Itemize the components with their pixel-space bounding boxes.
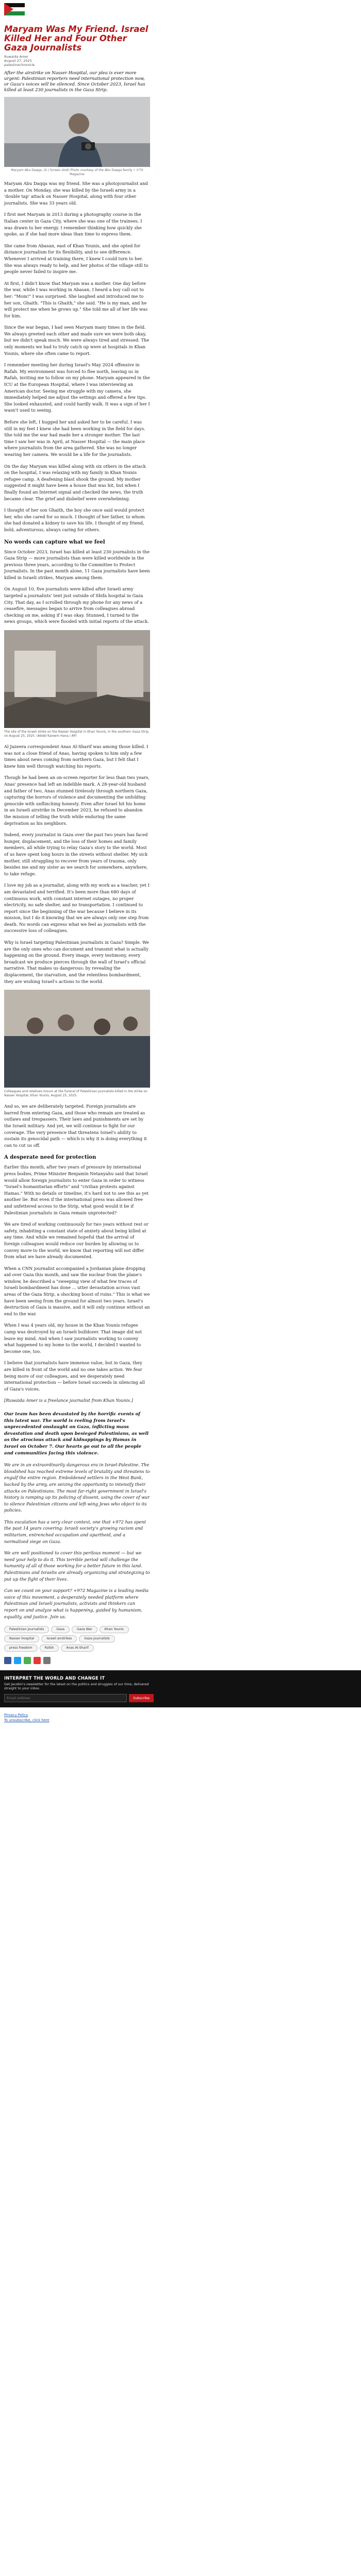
author-note: [Ruwaida Amer is a freelance journalist from Khan Younis.] <box>4 1398 133 1403</box>
paragraph: She came from Abasan, east of Khan Younis, and she opted for distance journalism for its flexibility, and to see difference. Whenever I arrived at training there, I knew I could turn to her. She was always ready to help, and her photos of the village still to people never failed to inspire me. <box>4 243 149 275</box>
tag[interactable]: Khan Younis <box>100 1626 129 1633</box>
paragraph: We are tired of working continuously for two years without rest or safety, inhabiting a constant state of anxiety about being killed at any time. And while we remained hopeful that the arrival of foreign colleagues would reduce our burden by allowing us to convey more to the world, we know that reporting will not differ from what we have already documented. <box>4 1222 149 1260</box>
paragraph: I first met Maryam in 2013 during a photography course in the Italian center in Gaza City, where she was one of the trainees. I was drawn to her energy. I remember thinking how quickly she spoke, as if she had more ideas than time to express them. <box>4 212 142 237</box>
support-paragraph: This escalation has a very clear context, one that +972 has spent the past 14 years covering: Israeli society's growing racism and militarism, entrenched occupation and apartheid, and a normalized siege on Gaza. <box>4 1519 146 1544</box>
twitter-share-icon[interactable] <box>14 1657 21 1664</box>
inline-caption: The site of the Israeli strike on the Nasser Hospital in Khan Younis, in the southern Gaza Strip, on August 25, 2025. (Abdel Kareem Hana / AP) <box>4 730 150 738</box>
tag[interactable]: press freedom <box>4 1645 38 1652</box>
whatsapp-share-icon[interactable] <box>24 1657 31 1664</box>
article-title: Maryam Was My Friend. Israel Killed Her and Four Other Gaza Journalists <box>4 24 149 53</box>
paragraph: Before she left, I hugged her and asked her to be careful. I was still in my feet I knew she had been working in the field for days. She told me the war had made her a stronger mother. The last time I saw her was in April, at Nasser Hospital — the main place where journalists from the area gathered. She was no longer wearing her camera. We would be a life for the journalists. <box>4 419 145 457</box>
tag[interactable]: Gaza journalists <box>79 1635 114 1642</box>
support-paragraph: We are in an extraordinarily dangerous era in Israel-Palestine. The bloodshed has reached extreme levels of brutality and threatens to engulf the entire region. Emboldened settlers in the West Bank, backed by the army, are seizing the opportunity to intensify their attacks on Palestinians. The most far-right government in Israel's history is ramping up its policing of dissent, using the cover of war to silence Palestinian citizens and left-wing Jews who object to its policies. <box>4 1462 150 1513</box>
hero-caption: Maryam Abu Daqqa. (X / Screen shot) Photo courtesy of the Abu Daqqa family • ©TV Magazine <box>11 168 143 176</box>
paragraph: Maryam Abu Daqqa was my friend. She was a photojournalist and a mother. On Monday, she was killed by the Israeli army in a 'double tap' attack on Nasser Hospital, along with four other journalists. She was 33 years old. <box>4 181 148 206</box>
date: August 27, 2025 <box>4 59 32 63</box>
subhead: No words can capture what we feel <box>4 539 105 545</box>
tag[interactable]: Anas Al-Sharif <box>61 1645 93 1652</box>
author: Ruwaida Amer <box>4 55 29 59</box>
inline-caption: Colleagues and relatives mourn at the funeral of Palestinian journalists killed in the strike on Nasser Hospital, Khan Younis, August 25, 2025. <box>4 1090 147 1098</box>
tag-list <box>4 1626 150 1652</box>
print-share-icon[interactable] <box>43 1657 51 1664</box>
email-input[interactable] <box>4 1694 127 1702</box>
palestine-flag-icon <box>4 3 361 21</box>
site: palestinechronicle <box>4 63 35 67</box>
footer-heading: INTERPRET THE WORLD AND CHANGE IT <box>4 1675 105 1681</box>
tag[interactable]: Palestinian journalists <box>4 1626 49 1633</box>
privacy-policy-link[interactable]: Privacy Policy <box>4 1713 28 1718</box>
email-share-icon[interactable] <box>34 1657 41 1664</box>
support-paragraph: We are well positioned to cover this perilous moment — but we need your help to do it. This terrible period will challenge the humanity of all of those working for a better future in this land. Palestinians and Israelis are already organizing and strategizing to put up the fight of their lives. <box>4 1550 150 1582</box>
paragraph: Though he had been an on-screen reporter for less than two years, Anas' presence had left an indelible mark. A 28-year-old husband and father of two, Anas stunned tirelessly through northern Gaza, capturing the horrors of violence and documenting the unfolding genocide with unflinching honesty. Even after Israel hit his home in an Israeli airstrike in December 2023, he refused to abandon the mission of telling the truth while enduring the same deprivation as his neighbors. <box>4 775 150 826</box>
article <box>0 25 150 1664</box>
facebook-share-icon[interactable] <box>4 1657 11 1664</box>
top-strip <box>0 0 361 2</box>
article-meta <box>4 55 150 67</box>
paragraph: On August 10, five journalists were killed after Israeli army targeted a journalists' tent just outside of Shifa hospital in Gaza City. That day, as I scrolled through my phone for any news of a ceasefire, messages began to arrive from colleagues abroad checking on me, asking if I was okay. Stunned, I turned to the news groups, which were flooded with initial reports of the attack. <box>4 586 149 624</box>
support-paragraph: Can we count on your support? +972 Magazine is a leading media voice of this movement, a desperately needed platform where Palestinian and Israeli journalists, activists and thinkers can report on and analyze what is happening, guided by humanism, equality, and justice. Join us. <box>4 1588 149 1619</box>
tag[interactable]: Gaza War <box>72 1626 97 1633</box>
bottom-links <box>0 1707 361 1726</box>
newsletter-footer <box>0 1670 361 1707</box>
paragraph: On the day Maryam was killed along with six others in the attack on the hospital, I was relaxing with my family in Khan Younis refugee camp. A deafening blast shook the ground. My mother suggested it might have been a house that was hit, but when I finally found an Internet signal and checked the news, the truth became clear. The grief and disbelief were overwhelming. <box>4 463 146 501</box>
support-appeal-heading: Our team has been devastated by the horrific events of this latest war. The world is reeling from Israel's unprecedented onslaught on Gaza, inflicting mass devastation and death upon besieged Palestinians, as well as the atrocious attack and kidnappings by Hamas in Israel on October 7. Our hearts go out to all the people and communities facing this violence. <box>4 1411 149 1456</box>
paragraph: At first, I didn't know that Maryam was a mother. One day before the war, while I was working in Abasan, I heard a boy call out to her: "Mom!" I was surprised. She laughed and introduced me to her son, Ghaith. "This is Ghaith," she said. "He is my man, and he will protect me when he grows up." She told me all of her life was for him. <box>4 280 148 318</box>
hero-image <box>4 97 150 167</box>
newsletter-form <box>4 1694 154 1702</box>
paragraph: Indeed, every journalist in Gaza over the past two years has faced hunger, displacement, and the loss of their homes and family members, all while trying to relay Gaza's story to the world. Most of us have spent long hours in the streets without shelter. My sick mother, still struggling to recover from years of trauma, only besides me and my sister as we search for somewhere, anywhere, to take refuge. <box>4 832 148 876</box>
paragraph: And so, we are deliberately targeted. Foreign journalists are barred from entering Gaza, and those who remain are treated as outlaws and trespassers. Their laws and punishments are set by the Israeli military. And yet, we will continue to fight for our coverage. The very presence that threatens Israel's ability to sustain its genocidal path — which is why it is doing everything it can to cut us off. <box>4 1104 147 1148</box>
footer-text: Get Jacobin's newsletter for the latest on the politics and struggles of our time, delivered straight to your inbox. <box>4 1683 149 1691</box>
inline-image-funeral <box>4 990 150 1088</box>
tag[interactable]: Nasser Hospital <box>4 1635 39 1642</box>
subhead: A desperate need for protection <box>4 1155 96 1161</box>
article-dek: After the airstrike on Nasser Hospital, our plea is ever more urgent: Palestinian reporters need international protection now, or Gaza's voices will be silenced. Since October 2023, Israel has killed at least 230 journalists in the Gaza Strip. <box>4 70 145 92</box>
tag[interactable]: Rafah <box>40 1645 59 1652</box>
paragraph: Earlier this month, after two years of pressure by international press bodies, Prime Minister Benjamin Netanyahu said that Israel would allow foreign journalists to enter Gaza in order to witness "Israel's humanitarian efforts" and "civilian protests against Hamas." With no details or timeline, it's hard not to see this as yet another lie. But even if the international press was allowed free and unfettered access to the Strip, what good would it be if Palestinian journalists in Gaza remain unprotected? <box>4 1164 149 1215</box>
paragraph: Since October 2023, Israel has killed at least 230 journalists in the Gaza Strip — more journalists than were killed worldwide in the previous three years, according to the Committee to Protect Journalists. In the past month alone, 11 Gaza journalists have been killed in Israeli strikes, Maryam among them. <box>4 549 150 580</box>
subscribe-button[interactable]: Subscribe <box>129 1694 154 1702</box>
paragraph: Since the war began, I had seen Maryam many times in the field. We always greeted each other and made sure we were both okay, but we didn't speak much. We were always tired and stressed. The only moments we had to truly catch up were at hospitals in Khan Younis, where she often came to report. <box>4 325 150 356</box>
unsubscribe-link[interactable]: To unsubscribe, click here <box>4 1718 50 1723</box>
paragraph: I remember meeting her during Israel's May 2024 offensive in Rafah. My environment was forced to flee north, leaving us in Rafah, inviting me to follow on my phone. Maryam appeared in the ICU at the European Hospital, where I was interviewing an American doctor. Seeing me struggle with my camera, she immediately helped me adjust the settings and offered a few tips. She looked exhausted, and could hardly walk. It was a sign of her I wasn't used to seeing. <box>4 362 150 413</box>
paragraph: Al Jazeera correspondent Anas Al-Sharif was among those killed. I was not a close friend of Anas, having spoken to him only a few times about news coming from northern Gaza, but I felt that I knew him well through watching his reports. <box>4 744 149 769</box>
tag[interactable]: Israeli airstrikes <box>41 1635 77 1642</box>
tag[interactable]: Gaza <box>51 1626 70 1633</box>
paragraph: When I was 4 years old, my house in the Khan Younis refugee camp was destroyed by an Israeli bulldozer. That image did not leave my mind. And when I saw journalists working to convey what happened to my home to the world, I decided I wanted to become one, too. <box>4 1323 142 1354</box>
paragraph: Why is Israel targeting Palestinian journalists in Gaza? Simple. We are the only ones who can document and transmit what is actually happening on the ground. Every image, every testimony, every broadcast we produce pierces through the wall of Israel's official narrative. That makes us dangerous: by revealing the displacement, the starvation, and the relentless bombardment, they are wishing Israel's actions to the world. <box>4 940 149 984</box>
paragraph: I believe that journalists have immense value, but in Gaza, they are killed in front of the world and no one takes action. We fear being more of our colleagues, and we desperately need international protection — before Israel succeeds in silencing all of Gaza's voices. <box>4 1360 145 1392</box>
paragraph: I thought of her son Ghaith, the boy she once said would protect her, who she cared for so much. I thought of her father, to whom she had donated a kidney to save his life. I thought of my friend, bold, adventurous, always caring for others. <box>4 507 145 532</box>
paragraph: When a CNN journalist accompanied a Jordanian plane dropping aid over Gaza this month, and saw the nuclear from the plane's window, he described a "sweeping view of what few traces of Israeli bombardment has done ... utter devastation across vast areas of the Gaza Strip, a shocking boost of ruins." This is what we have been seeing from the ground for almost two years. Israel's destruction of Gaza is massive, and it will only continue without an end to the war. <box>4 1265 150 1316</box>
paragraph: I love my job as a journalist, along with my work as a teacher, yet I am devastated and terrified. It's been more than 680 days of continuous work, with constant internet outages, no proper electricity, no safe shelter, and no transportation. I continued to report since the beginning of the war because I believe in its mission, but I do it knowing that we are always only one step from death. No words can express what we feel as journalists with the successive loss of colleagues. <box>4 883 150 934</box>
share-bar <box>4 1657 150 1664</box>
inline-image-strike-site <box>4 630 150 728</box>
